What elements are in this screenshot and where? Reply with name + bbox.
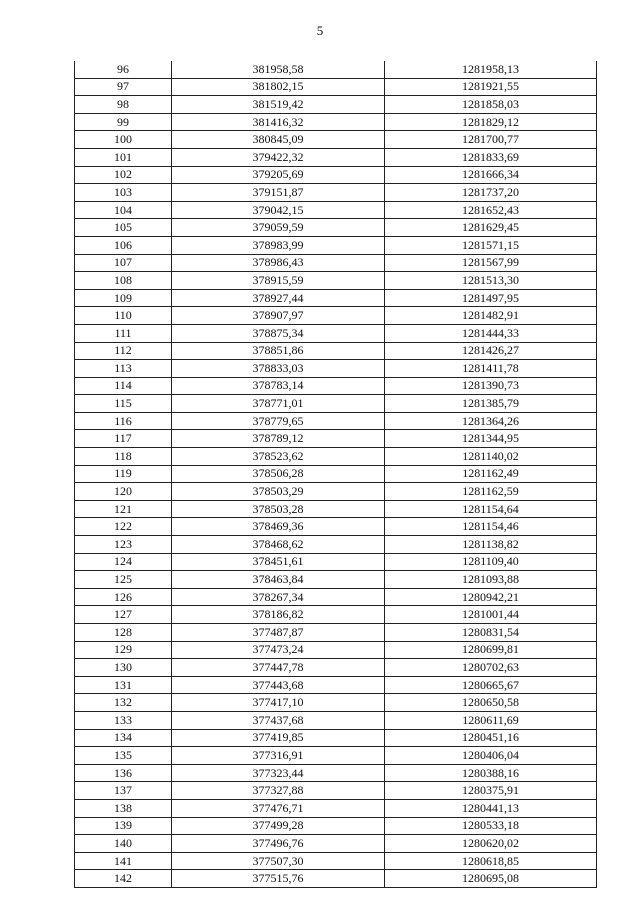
- y-coordinate-cell: 1281629,45: [385, 219, 597, 237]
- point-number-cell: 135: [75, 747, 172, 765]
- point-number-cell: 108: [75, 272, 172, 290]
- point-number-cell: 122: [75, 518, 172, 536]
- y-coordinate-cell: 1280942,21: [385, 588, 597, 606]
- point-number-cell: 141: [75, 852, 172, 870]
- y-coordinate-cell: 1280650,58: [385, 694, 597, 712]
- y-coordinate-cell: 1281858,03: [385, 96, 597, 114]
- y-coordinate-cell: 1281140,02: [385, 448, 597, 466]
- x-coordinate-cell: 378833,03: [172, 360, 385, 378]
- y-coordinate-cell: 1281571,15: [385, 236, 597, 254]
- y-coordinate-cell: 1281833,69: [385, 148, 597, 166]
- x-coordinate-cell: 377316,91: [172, 747, 385, 765]
- y-coordinate-cell: 1280388,16: [385, 764, 597, 782]
- x-coordinate-cell: 378523,62: [172, 448, 385, 466]
- point-number-cell: 138: [75, 799, 172, 817]
- point-number-cell: 117: [75, 430, 172, 448]
- y-coordinate-cell: 1280831,54: [385, 624, 597, 642]
- y-coordinate-cell: 1281154,64: [385, 500, 597, 518]
- table-row: [75, 676, 597, 694]
- point-number-cell: 99: [75, 113, 172, 131]
- point-number-cell: 119: [75, 465, 172, 483]
- x-coordinate-cell: 377515,76: [172, 870, 385, 888]
- point-number-cell: 107: [75, 254, 172, 272]
- table-row: [75, 483, 597, 501]
- y-coordinate-cell: 1280699,81: [385, 641, 597, 659]
- y-coordinate-cell: 1281958,13: [385, 61, 597, 78]
- x-coordinate-cell: 378186,82: [172, 606, 385, 624]
- table-row: [75, 659, 597, 677]
- x-coordinate-cell: 378506,28: [172, 465, 385, 483]
- table-row: [75, 694, 597, 712]
- x-coordinate-cell: 378771,01: [172, 395, 385, 413]
- table-row: [75, 448, 597, 466]
- point-number-cell: 114: [75, 377, 172, 395]
- table-row: [75, 412, 597, 430]
- table-row: [75, 641, 597, 659]
- x-coordinate-cell: 378983,99: [172, 236, 385, 254]
- point-number-cell: 127: [75, 606, 172, 624]
- x-coordinate-cell: 381519,42: [172, 96, 385, 114]
- table-row: [75, 78, 597, 96]
- table-row: [75, 254, 597, 272]
- x-coordinate-cell: 378851,86: [172, 342, 385, 360]
- point-number-cell: 112: [75, 342, 172, 360]
- y-coordinate-cell: 1281390,73: [385, 377, 597, 395]
- x-coordinate-cell: 378463,84: [172, 571, 385, 589]
- point-number-cell: 110: [75, 307, 172, 325]
- y-coordinate-cell: 1281426,27: [385, 342, 597, 360]
- y-coordinate-cell: 1281154,46: [385, 518, 597, 536]
- table-row: [75, 711, 597, 729]
- coordinates-table-body: [75, 61, 597, 887]
- coordinates-table: [74, 61, 597, 888]
- y-coordinate-cell: 1280375,91: [385, 782, 597, 800]
- table-row: [75, 131, 597, 149]
- y-coordinate-cell: 1281001,44: [385, 606, 597, 624]
- y-coordinate-cell: 1281700,77: [385, 131, 597, 149]
- table-row: [75, 782, 597, 800]
- point-number-cell: 102: [75, 166, 172, 184]
- table-row: [75, 553, 597, 571]
- point-number-cell: 113: [75, 360, 172, 378]
- x-coordinate-cell: 378779,65: [172, 412, 385, 430]
- table-row: [75, 870, 597, 888]
- point-number-cell: 142: [75, 870, 172, 888]
- point-number-cell: 123: [75, 536, 172, 554]
- x-coordinate-cell: 377487,87: [172, 624, 385, 642]
- point-number-cell: 96: [75, 61, 172, 78]
- x-coordinate-cell: 377473,24: [172, 641, 385, 659]
- y-coordinate-cell: 1280451,16: [385, 729, 597, 747]
- y-coordinate-cell: 1281162,49: [385, 465, 597, 483]
- x-coordinate-cell: 377447,78: [172, 659, 385, 677]
- x-coordinate-cell: 378789,12: [172, 430, 385, 448]
- y-coordinate-cell: 1281109,40: [385, 553, 597, 571]
- x-coordinate-cell: 379059,59: [172, 219, 385, 237]
- table-row: [75, 148, 597, 166]
- point-number-cell: 97: [75, 78, 172, 96]
- table-row: [75, 747, 597, 765]
- x-coordinate-cell: 381416,32: [172, 113, 385, 131]
- x-coordinate-cell: 378503,28: [172, 500, 385, 518]
- x-coordinate-cell: 378927,44: [172, 289, 385, 307]
- y-coordinate-cell: 1281093,88: [385, 571, 597, 589]
- y-coordinate-cell: 1281666,34: [385, 166, 597, 184]
- table-row: [75, 307, 597, 325]
- table-row: [75, 219, 597, 237]
- point-number-cell: 101: [75, 148, 172, 166]
- x-coordinate-cell: 377496,76: [172, 835, 385, 853]
- table-row: [75, 606, 597, 624]
- table-row: [75, 518, 597, 536]
- y-coordinate-cell: 1281162,59: [385, 483, 597, 501]
- point-number-cell: 111: [75, 324, 172, 342]
- point-number-cell: 134: [75, 729, 172, 747]
- y-coordinate-cell: 1280441,13: [385, 799, 597, 817]
- x-coordinate-cell: 378469,36: [172, 518, 385, 536]
- x-coordinate-cell: 377443,68: [172, 676, 385, 694]
- x-coordinate-cell: 377323,44: [172, 764, 385, 782]
- x-coordinate-cell: 378468,62: [172, 536, 385, 554]
- x-coordinate-cell: 378986,43: [172, 254, 385, 272]
- point-number-cell: 115: [75, 395, 172, 413]
- point-number-cell: 136: [75, 764, 172, 782]
- x-coordinate-cell: 377499,28: [172, 817, 385, 835]
- y-coordinate-cell: 1281364,26: [385, 412, 597, 430]
- y-coordinate-cell: 1280695,08: [385, 870, 597, 888]
- point-number-cell: 133: [75, 711, 172, 729]
- x-coordinate-cell: 379205,69: [172, 166, 385, 184]
- x-coordinate-cell: 378907,97: [172, 307, 385, 325]
- y-coordinate-cell: 1280611,69: [385, 711, 597, 729]
- x-coordinate-cell: 377476,71: [172, 799, 385, 817]
- x-coordinate-cell: 377507,30: [172, 852, 385, 870]
- table-row: [75, 500, 597, 518]
- point-number-cell: 128: [75, 624, 172, 642]
- point-number-cell: 137: [75, 782, 172, 800]
- point-number-cell: 105: [75, 219, 172, 237]
- table-row: [75, 324, 597, 342]
- y-coordinate-cell: 1281652,43: [385, 201, 597, 219]
- table-row: [75, 201, 597, 219]
- table-row: [75, 817, 597, 835]
- x-coordinate-cell: 378451,61: [172, 553, 385, 571]
- table-row: [75, 624, 597, 642]
- y-coordinate-cell: 1281344,95: [385, 430, 597, 448]
- point-number-cell: 116: [75, 412, 172, 430]
- table-row: [75, 184, 597, 202]
- point-number-cell: 106: [75, 236, 172, 254]
- table-row: [75, 166, 597, 184]
- y-coordinate-cell: 1281567,99: [385, 254, 597, 272]
- y-coordinate-cell: 1280665,67: [385, 676, 597, 694]
- x-coordinate-cell: 379042,15: [172, 201, 385, 219]
- x-coordinate-cell: 380845,09: [172, 131, 385, 149]
- table-row: [75, 289, 597, 307]
- y-coordinate-cell: 1281921,55: [385, 78, 597, 96]
- table-row: [75, 236, 597, 254]
- table-row: [75, 430, 597, 448]
- point-number-cell: 129: [75, 641, 172, 659]
- point-number-cell: 100: [75, 131, 172, 149]
- x-coordinate-cell: 378875,34: [172, 324, 385, 342]
- y-coordinate-cell: 1280702,63: [385, 659, 597, 677]
- table-row: [75, 113, 597, 131]
- y-coordinate-cell: 1280620,02: [385, 835, 597, 853]
- point-number-cell: 121: [75, 500, 172, 518]
- y-coordinate-cell: 1281411,78: [385, 360, 597, 378]
- y-coordinate-cell: 1280618,85: [385, 852, 597, 870]
- x-coordinate-cell: 378503,29: [172, 483, 385, 501]
- y-coordinate-cell: 1281482,91: [385, 307, 597, 325]
- x-coordinate-cell: 378267,34: [172, 588, 385, 606]
- page-number: 5: [316, 23, 324, 38]
- y-coordinate-cell: 1280533,18: [385, 817, 597, 835]
- y-coordinate-cell: 1281385,79: [385, 395, 597, 413]
- table-row: [75, 465, 597, 483]
- table-row: [75, 835, 597, 853]
- y-coordinate-cell: 1281513,30: [385, 272, 597, 290]
- y-coordinate-cell: 1280406,04: [385, 747, 597, 765]
- point-number-cell: 104: [75, 201, 172, 219]
- point-number-cell: 132: [75, 694, 172, 712]
- y-coordinate-cell: 1281737,20: [385, 184, 597, 202]
- x-coordinate-cell: 377417,10: [172, 694, 385, 712]
- point-number-cell: 139: [75, 817, 172, 835]
- point-number-cell: 103: [75, 184, 172, 202]
- table-row: [75, 61, 597, 78]
- x-coordinate-cell: 378915,59: [172, 272, 385, 290]
- y-coordinate-cell: 1281444,33: [385, 324, 597, 342]
- table-row: [75, 342, 597, 360]
- table-row: [75, 571, 597, 589]
- x-coordinate-cell: 377327,88: [172, 782, 385, 800]
- x-coordinate-cell: 378783,14: [172, 377, 385, 395]
- point-number-cell: 118: [75, 448, 172, 466]
- x-coordinate-cell: 377419,85: [172, 729, 385, 747]
- point-number-cell: 140: [75, 835, 172, 853]
- table-row: [75, 799, 597, 817]
- table-row: [75, 377, 597, 395]
- table-row: [75, 588, 597, 606]
- table-row: [75, 764, 597, 782]
- y-coordinate-cell: 1281138,82: [385, 536, 597, 554]
- point-number-cell: 124: [75, 553, 172, 571]
- point-number-cell: 120: [75, 483, 172, 501]
- point-number-cell: 98: [75, 96, 172, 114]
- table-row: [75, 360, 597, 378]
- table-row: [75, 272, 597, 290]
- point-number-cell: 126: [75, 588, 172, 606]
- x-coordinate-cell: 381802,15: [172, 78, 385, 96]
- table-row: [75, 852, 597, 870]
- point-number-cell: 130: [75, 659, 172, 677]
- table-row: [75, 729, 597, 747]
- x-coordinate-cell: 377437,68: [172, 711, 385, 729]
- point-number-cell: 125: [75, 571, 172, 589]
- x-coordinate-cell: 381958,58: [172, 61, 385, 78]
- y-coordinate-cell: 1281829,12: [385, 113, 597, 131]
- y-coordinate-cell: 1281497,95: [385, 289, 597, 307]
- point-number-cell: 131: [75, 676, 172, 694]
- table-row: [75, 96, 597, 114]
- x-coordinate-cell: 379151,87: [172, 184, 385, 202]
- table-row: [75, 395, 597, 413]
- x-coordinate-cell: 379422,32: [172, 148, 385, 166]
- table-row: [75, 536, 597, 554]
- point-number-cell: 109: [75, 289, 172, 307]
